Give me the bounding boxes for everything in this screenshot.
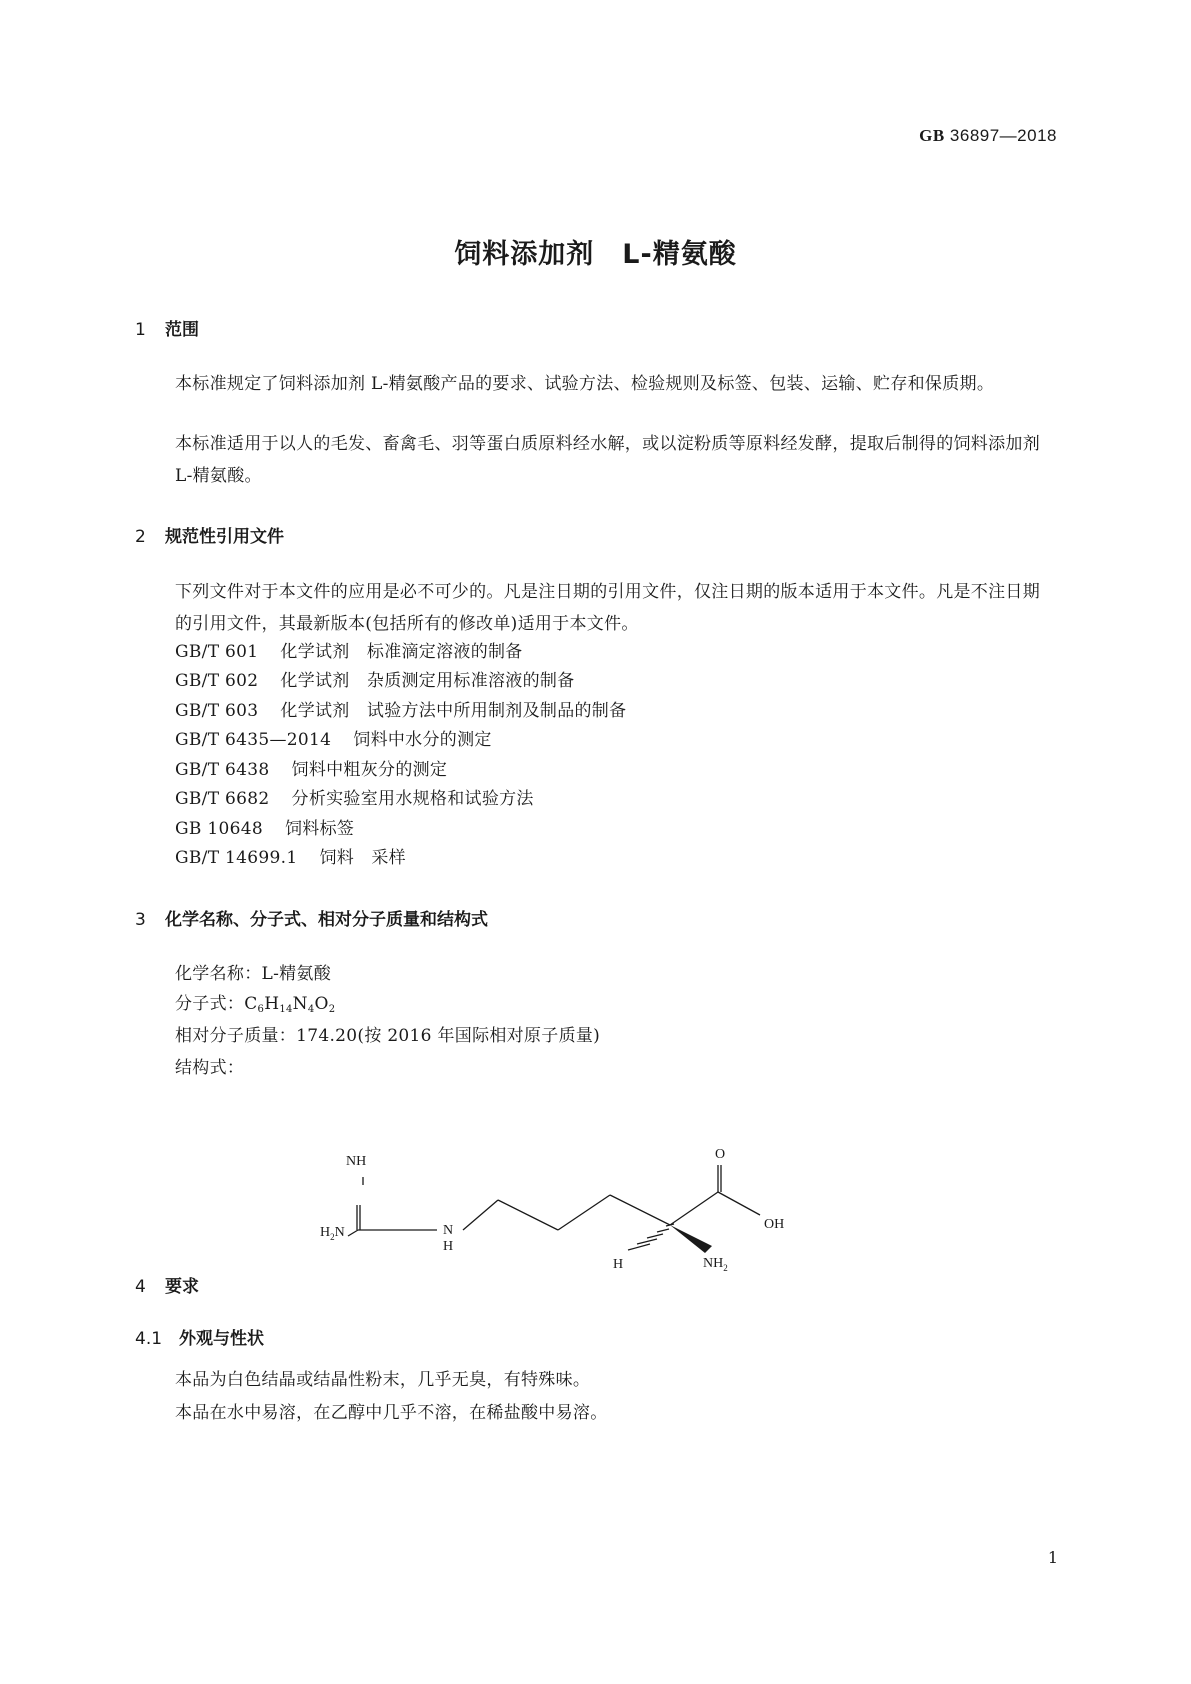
- reference-item: [175, 665, 575, 697]
- section-title: 范围: [165, 320, 199, 340]
- section-2-heading: [135, 522, 284, 547]
- reference-code: GB/T 603: [175, 701, 259, 721]
- reference-title: 化学试剂 试验方法中所用制剂及制品的制备: [280, 701, 627, 721]
- wedge-hash: [637, 1239, 657, 1244]
- chemical-name: 化学名称：L-精氨酸: [175, 964, 332, 984]
- reference-title: 饲料中水分的测定: [353, 730, 492, 750]
- atom-text: N: [334, 1225, 345, 1240]
- section-2-paragraph-1: [135, 576, 1057, 640]
- structure-label: 结构式：: [175, 1058, 245, 1078]
- bond: [463, 1200, 498, 1230]
- atom-text: NH: [703, 1256, 724, 1271]
- bond: [348, 1230, 358, 1236]
- atom-label-nh-h: [443, 1239, 453, 1254]
- section-title: 外观与性状: [179, 1329, 264, 1349]
- reference-item: [175, 813, 354, 845]
- bond: [610, 1195, 670, 1225]
- bond: [498, 1200, 558, 1230]
- section-4-1-heading: [135, 1324, 264, 1349]
- reference-title: 饲料 采样: [319, 848, 406, 868]
- reference-code: GB/T 601: [175, 642, 259, 662]
- bond: [718, 1192, 760, 1215]
- reference-code: GB/T 6435—2014: [175, 730, 332, 750]
- reference-code: GB/T 602: [175, 671, 259, 691]
- section-1-heading: [135, 315, 199, 340]
- section-4-heading: [135, 1272, 199, 1297]
- section-1-paragraph-2: [135, 428, 1057, 492]
- reference-item: [175, 842, 406, 874]
- atom-label-stereo-h: [613, 1257, 623, 1272]
- reference-code: GB/T 6682: [175, 789, 270, 809]
- reference-title: 化学试剂 标准滴定溶液的制备: [280, 642, 523, 662]
- atom-text: NH: [346, 1154, 367, 1169]
- document-title: 饲料添加剂 L-精氨酸: [454, 239, 737, 270]
- page-number: 1: [1047, 1548, 1058, 1567]
- section-title: 要求: [165, 1277, 199, 1297]
- formula-subscript: 4: [307, 1004, 315, 1015]
- atom-text: N: [443, 1223, 454, 1238]
- bond: [670, 1192, 718, 1225]
- reference-item: [175, 695, 626, 727]
- reference-title: 化学试剂 杂质测定用标准溶液的制备: [280, 671, 575, 691]
- atom-label-nh2: [703, 1256, 728, 1273]
- wedge-hash: [657, 1229, 669, 1232]
- formula-element: C: [244, 994, 258, 1014]
- appearance-text-1: 本品为白色结晶或结晶性粉末，几乎无臭，有特殊味。: [175, 1370, 591, 1390]
- atom-text: H: [320, 1225, 331, 1240]
- section-title: 规范性引用文件: [165, 527, 284, 547]
- atom-label-nh: [346, 1154, 366, 1169]
- structural-formula: [320, 1147, 880, 1320]
- formula-subscript: 6: [257, 1004, 265, 1015]
- bond: [558, 1195, 610, 1230]
- wedge-hash: [647, 1234, 663, 1238]
- section-1-paragraph-1: [135, 368, 1057, 400]
- section-title: 化学名称、分子式、相对分子质量和结构式: [165, 910, 488, 930]
- reference-title: 饲料中粗灰分的测定: [291, 760, 448, 780]
- atom-label-n: [443, 1223, 453, 1238]
- standard-prefix: GB: [919, 126, 945, 145]
- reference-code: GB/T 14699.1: [175, 848, 298, 868]
- paragraph-text: 下列文件对于本文件的应用是必不可少的。凡是注日期的引用文件，仅注日期的版本适用于本文件。凡是不注日期的引用文件，其最新版本(包括所有的修改单)适用于本文件。: [175, 582, 1040, 634]
- paragraph-text: 本标准适用于以人的毛发、畜禽毛、羽等蛋白质原料经水解，或以淀粉质等原料经发酵，提取后制得的饲料添加剂 L-精氨酸。: [175, 434, 1040, 486]
- section-3-heading: [135, 905, 488, 930]
- structure-bonds: [348, 1165, 760, 1236]
- atom-label-oh: [764, 1217, 784, 1232]
- atom-text: OH: [764, 1217, 785, 1232]
- standard-number: 36897—2018: [949, 126, 1057, 145]
- reference-item: [175, 783, 534, 815]
- formula-element: H: [264, 994, 280, 1014]
- atom-label-h2n: [320, 1225, 345, 1242]
- hashed-wedge-bond: [628, 1224, 674, 1250]
- standard-code: [919, 126, 1057, 146]
- formula-element: O: [314, 994, 329, 1014]
- section-number: 4.1: [135, 1329, 163, 1349]
- atom-label-o: [715, 1147, 725, 1162]
- formula-subscript: 14: [279, 1004, 293, 1015]
- molecular-mass: 相对分子质量：174.20(按 2016 年国际相对原子质量): [175, 1026, 601, 1046]
- atom-text: H: [443, 1239, 454, 1254]
- reference-item: [175, 724, 492, 756]
- section-number: 4: [135, 1277, 146, 1297]
- reference-item: [175, 636, 523, 668]
- appearance-text-2: 本品在水中易溶，在乙醇中几乎不溶，在稀盐酸中易溶。: [175, 1403, 608, 1423]
- solid-wedge-bond: [670, 1225, 712, 1253]
- paragraph-text: 本标准规定了饲料添加剂 L-精氨酸产品的要求、试验方法、检验规则及标签、包装、运输、贮存和保质期。: [175, 374, 995, 394]
- reference-title: 分析实验室用水规格和试验方法: [291, 789, 534, 809]
- reference-item: [175, 754, 447, 786]
- atom-text: H: [613, 1257, 624, 1272]
- formula-subscript: 2: [328, 1004, 336, 1015]
- formula-element: N: [292, 994, 308, 1014]
- atom-subscript: 2: [723, 1263, 728, 1273]
- wedge-hash: [628, 1244, 650, 1250]
- formula-label: 分子式：: [175, 994, 245, 1014]
- reference-code: GB/T 6438: [175, 760, 270, 780]
- section-number: 1: [135, 320, 146, 340]
- atom-subscript: 2: [330, 1232, 335, 1242]
- section-number: 2: [135, 527, 146, 547]
- section-number: 3: [135, 910, 146, 930]
- atom-text: O: [715, 1147, 726, 1162]
- reference-title: 饲料标签: [284, 819, 355, 839]
- reference-code: GB 10648: [175, 819, 263, 839]
